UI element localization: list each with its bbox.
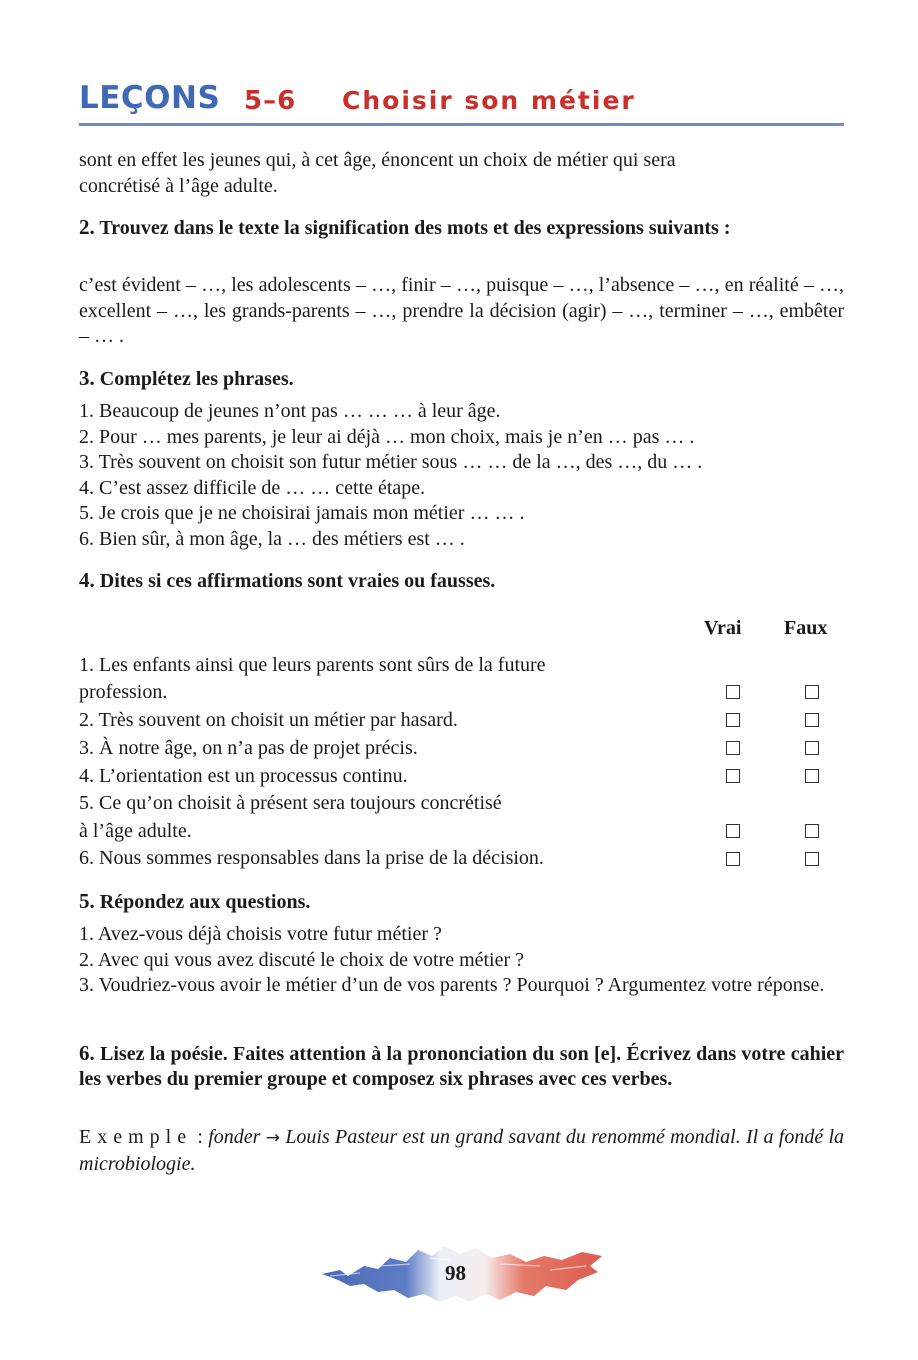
list-item: 5. Je crois que je ne choisirai jamais mon métier … … . (79, 502, 525, 524)
statement-text: profession. (79, 681, 168, 703)
lessons-label: LEÇONS (79, 80, 221, 116)
statement-text: 3. À notre âge, on n’a pas de projet précis. (79, 737, 418, 759)
list-item: 2. Avec qui vous avez discuté le choix de votre métier ? (79, 948, 525, 971)
example-label: Exemple (79, 1126, 193, 1148)
exercise-4-text: Dites si ces affirmations sont vraies ou fausses. (99, 570, 496, 592)
example-word: fonder (208, 1126, 261, 1148)
exercise-6-number: 6. (79, 1041, 95, 1065)
lesson-title: Choisir son métier (342, 86, 636, 115)
exercise-6-instruction (79, 1041, 844, 1092)
statement-2-false-checkbox[interactable] (805, 713, 819, 727)
statement-text: 1. Les enfants ainsi que leurs parents sont sûrs de la future (79, 654, 546, 676)
list-item: 1. Avez-vous déjà choisis votre futur métier ? (79, 923, 442, 945)
column-true-header: Vrai (704, 617, 742, 639)
exercise-2-instruction (79, 215, 844, 241)
intro-paragraph (79, 148, 844, 199)
header-rule (79, 123, 844, 126)
exercise-6-text: Lisez la poésie. Faites attention à la prononciation du son [e]. Écrivez dans votre cahier les verbes du premier groupe et composez six phrases avec ces verbes. (79, 1043, 844, 1090)
exercise-5-number: 5. (79, 889, 95, 913)
exercise-6-example (79, 1125, 844, 1177)
statement-text: 6. Nous sommes responsables dans la prise de la décision. (79, 847, 544, 869)
statement-3-true-checkbox[interactable] (726, 741, 740, 755)
list-item: 4. C’est assez difficile de … … cette étape. (79, 476, 426, 499)
statement-5-false-checkbox[interactable] (805, 824, 819, 838)
exercise-3-text: Complétez les phrases. (99, 368, 294, 390)
statement-4-false-checkbox[interactable] (805, 769, 819, 783)
list-item: 2. Pour … mes parents, je leur ai déjà … mon choix, mais je n’en … pas … . (79, 425, 695, 448)
intro-line: sont en effet les jeunes qui, à cet âge, énoncent un choix de métier qui sera (79, 149, 676, 171)
exercise-5-list (79, 922, 844, 999)
exercise-3-list (79, 399, 844, 552)
exercise-5-instruction (79, 889, 844, 915)
intro-line: concrétisé à l’âge adulte. (79, 174, 278, 197)
exercise-5-text: Répondez aux questions. (99, 891, 311, 913)
example-separator: : (197, 1126, 203, 1148)
lesson-number: 5–6 (244, 86, 297, 116)
statement-4-true-checkbox[interactable] (726, 769, 740, 783)
statement-2-true-checkbox[interactable] (726, 713, 740, 727)
statement-text: 4. L’orientation est un processus continu. (79, 765, 408, 787)
exercise-4-number: 4. (79, 568, 95, 592)
statement-6-true-checkbox[interactable] (726, 852, 740, 866)
exercise-3-instruction (79, 366, 844, 392)
lesson-header (79, 80, 844, 130)
list-item: 6. Bien sûr, à mon âge, la … des métiers est … . (79, 527, 465, 550)
example-sentence: Louis Pasteur est un grand savant du renommé mondial. Il a fondé la microbiologie. (79, 1126, 845, 1175)
statement-text: 5. Ce qu’on choisit à présent sera toujours concrétisé (79, 792, 502, 814)
exercise-2-text: Trouvez dans le texte la signification des mots et des expressions suivants : (99, 217, 731, 239)
statement-text: 2. Très souvent on choisit un métier par hasard. (79, 709, 458, 731)
list-item: 1. Beaucoup de jeunes n’ont pas … … … à leur âge. (79, 400, 501, 422)
list-item: 3. Très souvent on choisit son futur métier sous … … de la …, des …, du … . (79, 451, 703, 473)
exercise-2-number: 2. (79, 215, 95, 239)
statement-6-false-checkbox[interactable] (805, 852, 819, 866)
statement-1-true-checkbox[interactable] (726, 685, 740, 699)
right-arrow-icon: → (265, 1128, 281, 1148)
exercise-4-instruction (79, 568, 844, 594)
column-false-header: Faux (784, 617, 828, 639)
statement-3-false-checkbox[interactable] (805, 741, 819, 755)
exercise-2-body: c’est évident – …, les adolescents – …, finir – …, puisque – …, l’absence – …, en réalité – …, excellent – …, les grands-parents – …, prendre la décision (agir) – …, terminer – …, embêter – … . (79, 274, 844, 347)
statement-5-true-checkbox[interactable] (726, 824, 740, 838)
exercise-3-number: 3. (79, 366, 95, 390)
statement-text: à l’âge adulte. (79, 820, 192, 842)
list-item: 3. Voudriez-vous avoir le métier d’un de vos parents ? Pourquoi ? Argumentez votre réponse. (79, 974, 825, 996)
statement-1-false-checkbox[interactable] (805, 685, 819, 699)
page-footer (320, 1236, 604, 1308)
page-number: 98 (445, 1261, 466, 1285)
